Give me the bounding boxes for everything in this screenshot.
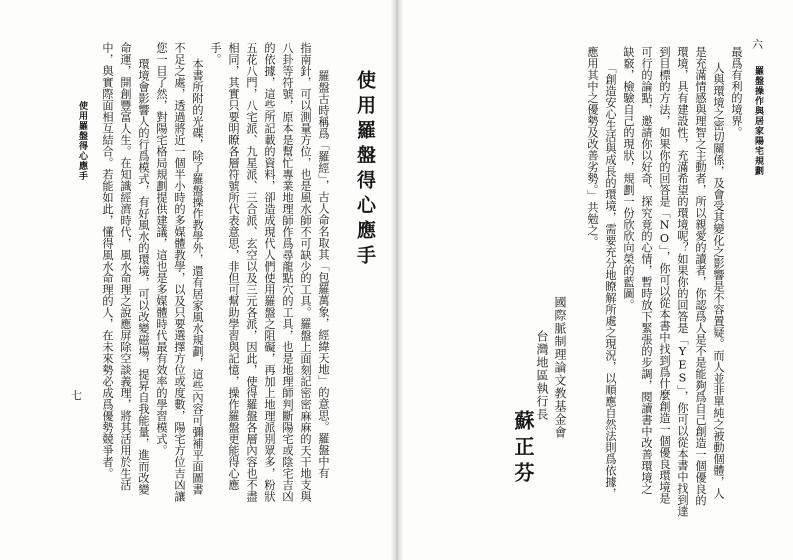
- body-column: 命運，開創豐富人生。在知識經濟時代，風水命理之說應屏除空談義理，將其活用於生活: [119, 42, 132, 491]
- body-column: 「創造安心生活與成長的環境，需要充分地瞭解所處之現況，以順應自然法則爲依據，: [604, 62, 617, 499]
- body-column: 可行的論點，邀請你以好奇、探究竟的心情，暫時放下緊張的步調，閱讀書中改善環境之: [640, 46, 653, 495]
- right-page: [397, 0, 793, 560]
- body-column: 到目標的方法，如果你的回答是「NO」，你可以從本書中找到爲什麼創造一個優良環境是: [658, 46, 671, 504]
- body-column: 環境，具有建設性，充滿希望的環境呢？如果你的回答是「YES」，你可以從本書中找到達: [676, 46, 689, 518]
- body-column: 中，與實際面相互結合。若能如此，懂得風水命理的人，在未來勢必成爲優勢競爭者。: [101, 42, 114, 479]
- left-running-head: 使用羅盤得心應手: [77, 101, 87, 181]
- body-column: 相同，其實只要明瞭各層符號所代表意思，非但可幫助學習與記憶，操作羅盤更能得心應: [227, 42, 240, 491]
- body-column: 人與環境之密切關係，及會受其變化之影響是不容置疑。而人並非單純之被動個體，人: [712, 62, 725, 499]
- body-column: 指南針，可以測量方位，也是風水師不可缺少的工具。羅盤上面刻記密密麻麻的天干地支與: [299, 42, 312, 502]
- body-column: 本書所附的光碟，除了羅盤操作教學外，還有居家風水規劃，這些內容可彌補平面圖書: [191, 58, 204, 495]
- right-running-head: 羅盤操作與居家陽宅規劃: [753, 66, 763, 176]
- body-column: 缺竅，檢驗自己的現狀，規劃一份欣欣向榮的藍圖。: [622, 46, 635, 311]
- body-column: 您一目了然，對陽宅格局規劃提供建議，這也是多媒體時代最有效率的學習模式。: [155, 42, 168, 456]
- body-column: 手。: [209, 42, 222, 65]
- book-gutter: [390, 0, 404, 560]
- signature-name: 蘇正芬: [511, 410, 535, 488]
- body-column: 羅盤古時稱爲「羅經」，古人命名取其「包羅萬象，經緯天地」的意思。羅盤中有: [317, 70, 330, 479]
- chapter-title: 使用羅盤得心應手: [354, 70, 376, 270]
- signature-title: 台灣地區執行長: [535, 330, 549, 421]
- body-column: 環境會影響人的行爲模式，有好風水的環境，可以改變磁場，提昇自我能量，進而改變: [137, 58, 150, 495]
- body-column: 是充滿情感與理智之主動者，所以親愛的讀者，你認爲人是不是能夠爲自己創造一個優良的: [694, 46, 707, 506]
- left-folio: 七: [71, 389, 82, 402]
- right-folio: 六: [752, 38, 763, 51]
- body-column: 五花八門，八宅派、九星派、三合派、玄空以及三元各派，因此，使得羅盤各層內容也不盡: [245, 42, 258, 502]
- body-column: 最爲有利的境界。: [730, 46, 743, 138]
- body-column: 應用其中之優勢及改善劣勢。」共勉之。: [586, 46, 599, 248]
- signature-organization: 國際脈制理論文教基金會: [553, 296, 567, 439]
- body-column: 不足之處，透過將近一個半小時的多媒體教學，以及只要選擇方位或度數，陽宅方位吉凶讓: [173, 42, 186, 502]
- body-column: 八卦等符號，原本是幫忙專業地理師作爲尋龍點穴的工具，也是地理師判斷陽宅或陰宅吉凶: [281, 42, 294, 502]
- body-column: 的依據，這些所記載的資料，卻造成現代人們使用羅盤之阻礙，再加上地理派別眾多，粉狀: [263, 42, 276, 502]
- left-page: [0, 0, 396, 560]
